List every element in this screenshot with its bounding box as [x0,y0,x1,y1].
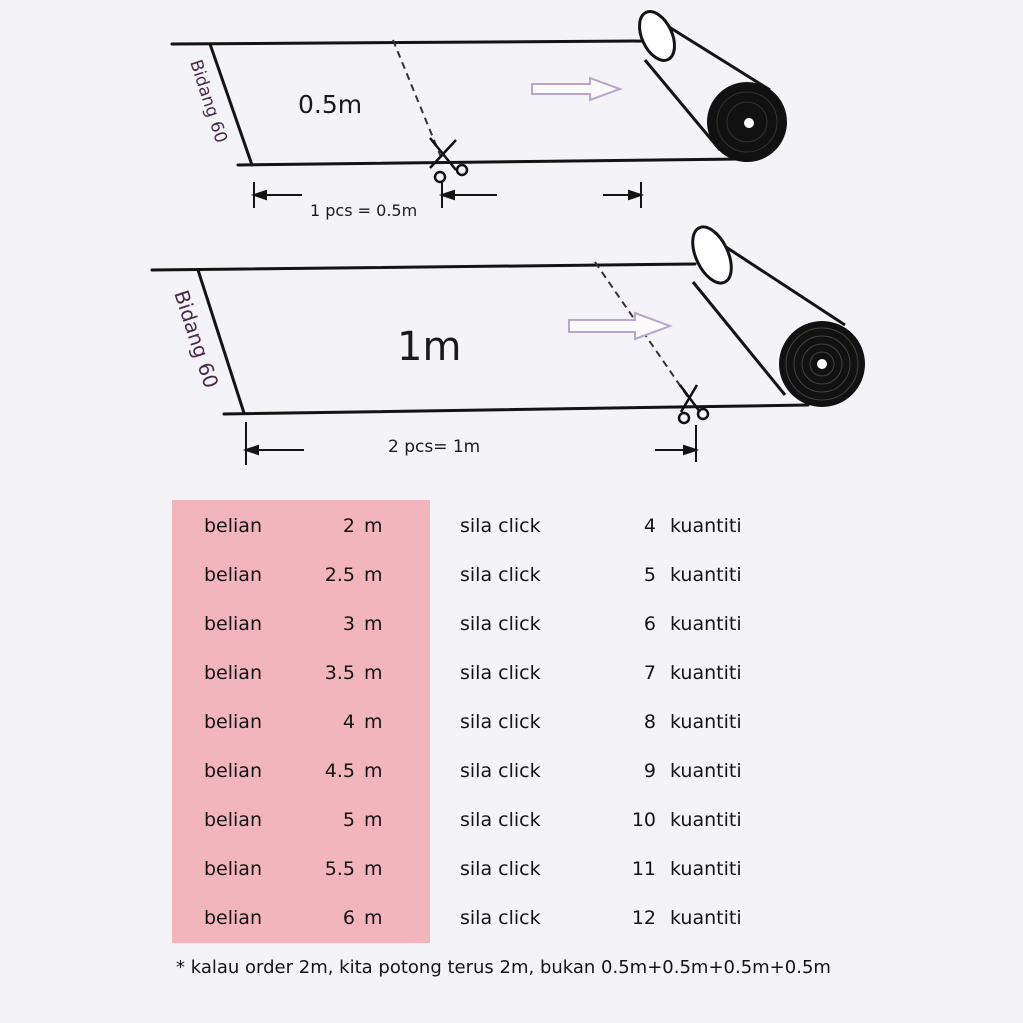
fabric-roll-bottom [685,221,865,407]
quantity-label: kuantiti [670,858,742,880]
table-row [0,658,1023,688]
meter-unit: m [364,809,383,831]
arrow-icon-top [532,78,620,100]
purchase-label: belian [204,809,262,831]
scissors-icon-bottom [679,385,708,423]
quantity-value: 5 [643,564,656,586]
arrow-icon-bottom [569,313,670,339]
table-row [0,511,1023,541]
quantity-label: kuantiti [670,515,742,537]
table-row [0,854,1023,884]
meter-unit: m [364,907,383,929]
quantity-value: 7 [643,662,656,684]
meter-value: 4 [342,711,355,733]
click-instruction: sila click [460,711,541,733]
quantity-value: 4 [643,515,656,537]
click-instruction: sila click [460,760,541,782]
purchase-label: belian [204,613,262,635]
scissors-icon-top [430,138,467,182]
click-instruction: sila click [460,662,541,684]
meter-value: 2 [342,515,355,537]
meter-unit: m [364,564,383,586]
meter-value: 5 [342,809,355,831]
click-instruction: sila click [460,564,541,586]
fabric-sheet-bottom [152,264,808,414]
table-row [0,903,1023,933]
meter-value: 4.5 [324,760,355,782]
quantity-value: 6 [643,613,656,635]
fabric-roll-diagram [0,0,1023,490]
quantity-value: 12 [631,907,656,929]
click-instruction: sila click [460,907,541,929]
purchase-label: belian [204,564,262,586]
purchase-label: belian [204,662,262,684]
quantity-label: kuantiti [670,809,742,831]
meter-unit: m [364,711,383,733]
purchase-label: belian [204,515,262,537]
quantity-value: 9 [643,760,656,782]
click-instruction: sila click [460,515,541,537]
table-row [0,560,1023,590]
table-row [0,805,1023,835]
purchase-label: belian [204,760,262,782]
purchase-label: belian [204,907,262,929]
meter-unit: m [364,613,383,635]
meter-value: 2.5 [324,564,355,586]
meter-unit: m [364,515,383,537]
footnote: * kalau order 2m, kita potong terus 2m, bukan 0.5m+0.5m+0.5m+0.5m [176,957,831,978]
quantity-label: kuantiti [670,662,742,684]
quantity-label: kuantiti [670,907,742,929]
click-instruction: sila click [460,613,541,635]
meter-value: 5.5 [324,858,355,880]
quantity-label: kuantiti [670,711,742,733]
quantity-label: kuantiti [670,760,742,782]
diagram-bottom [152,221,865,465]
quantity-value: 11 [631,858,656,880]
purchase-label: belian [204,858,262,880]
meter-value: 6 [342,907,355,929]
quantity-label: kuantiti [670,564,742,586]
table-row [0,609,1023,639]
dimension-label-top: 1 pcs = 0.5m [310,201,418,220]
center-label-top: 0.5m [298,90,363,119]
purchase-label: belian [204,711,262,733]
side-label-bottom: Bidang 60 [169,287,224,391]
meter-unit: m [364,760,383,782]
center-label-bottom: 1m [397,324,462,370]
side-label-top: Bidang 60 [185,57,231,146]
fabric-roll-top [632,6,787,162]
quantity-value: 10 [631,809,656,831]
meter-unit: m [364,662,383,684]
meter-unit: m [364,858,383,880]
meter-value: 3.5 [324,662,355,684]
table-row [0,707,1023,737]
meter-value: 3 [342,613,355,635]
click-instruction: sila click [460,858,541,880]
table-row [0,756,1023,786]
quantity-label: kuantiti [670,613,742,635]
dimension-label-bottom: 2 pcs= 1m [388,437,481,457]
quantity-value: 8 [643,711,656,733]
click-instruction: sila click [460,809,541,831]
diagram-top [172,6,787,220]
